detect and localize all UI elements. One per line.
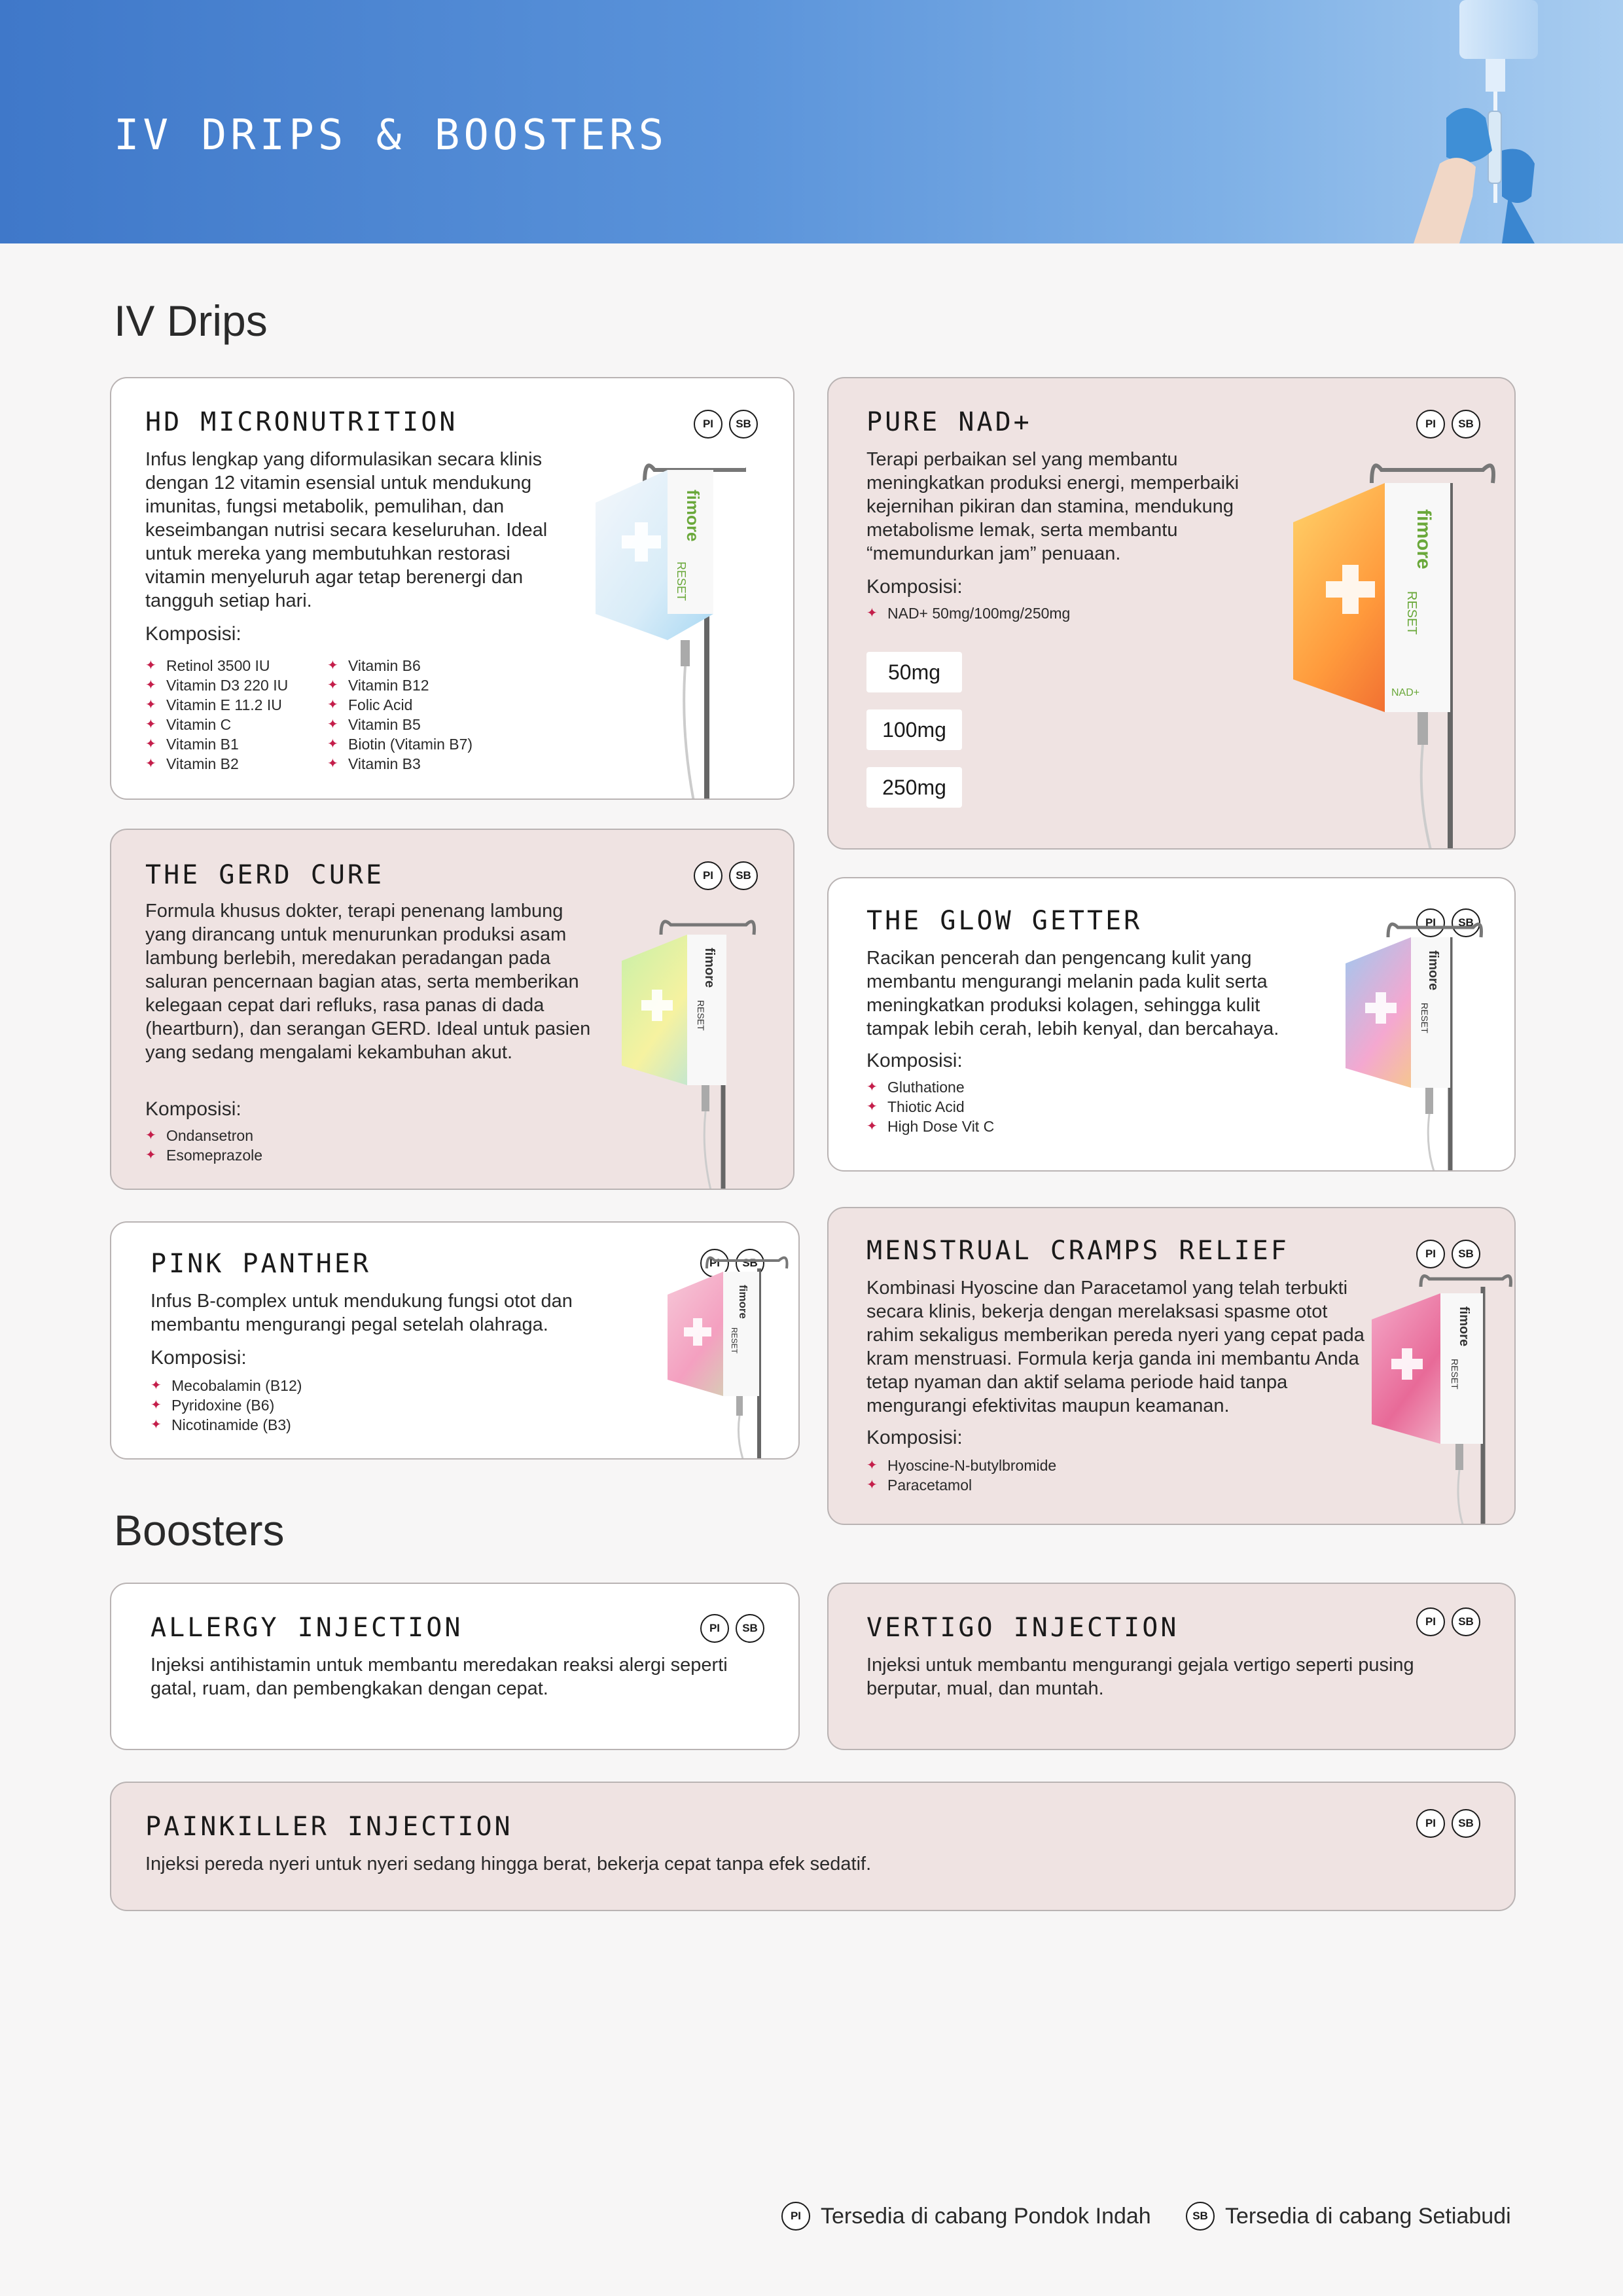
product-title: THE GLOW GETTER bbox=[866, 906, 1143, 936]
list-item: ✦ Thiotic Acid bbox=[866, 1097, 994, 1117]
sb-badge-icon: SB bbox=[1452, 908, 1480, 937]
ingredient-list bbox=[866, 1077, 994, 1136]
composition-label: Komposisi: bbox=[145, 1098, 241, 1120]
product-card-gerd-cure[interactable] bbox=[110, 829, 794, 1190]
product-title: PINK PANTHER bbox=[151, 1249, 371, 1279]
product-card-allergy-injection[interactable] bbox=[110, 1583, 800, 1750]
list-item: ✦ Vitamin B1 bbox=[145, 734, 288, 754]
iv-drip-bag-image bbox=[1287, 444, 1496, 850]
product-description: Infus B-complex untuk mendukung fungsi otot dan membantu mengurangi pegal setelah olahraga. bbox=[151, 1291, 573, 1335]
list-item: ✦ Ondansetron bbox=[145, 1126, 262, 1145]
product-description: Injeksi pereda nyeri untuk nyeri sedang hingga berat, bekerja cepat tanpa efek sedatif. bbox=[145, 1854, 872, 1874]
product-card-vertigo-injection[interactable] bbox=[827, 1583, 1516, 1750]
bag-sub-text: RESET bbox=[1419, 1003, 1430, 1033]
product-card-pink-panther[interactable] bbox=[110, 1221, 800, 1460]
list-item: ✦ Vitamin B6 bbox=[327, 656, 473, 675]
ingredient-list bbox=[866, 603, 1070, 623]
availability-badges bbox=[1416, 410, 1480, 439]
composition-label: Komposisi: bbox=[866, 1427, 963, 1448]
iv-drip-bag-image bbox=[582, 444, 746, 800]
list-item: ✦ Hyoscine-N-butylbromide bbox=[866, 1456, 1056, 1475]
bag-brand-text: fimore bbox=[1413, 509, 1435, 569]
composition-label: Komposisi: bbox=[866, 576, 963, 598]
legend-text: Tersedia di cabang Pondok Indah bbox=[821, 2203, 1151, 2229]
availability-badges bbox=[1416, 1607, 1480, 1636]
list-item: ✦ Paracetamol bbox=[866, 1475, 1056, 1495]
iv-bag-hand-photo bbox=[1368, 0, 1623, 243]
bag-brand-text: fimore bbox=[1426, 950, 1440, 991]
list-item: ✦ Gluthatione bbox=[866, 1077, 994, 1097]
composition-label: Komposisi: bbox=[145, 623, 241, 645]
list-item: ✦ Nicotinamide (B3) bbox=[151, 1415, 302, 1435]
bag-brand-text: fimore bbox=[702, 948, 717, 988]
sb-badge-icon: SB bbox=[1452, 1809, 1480, 1838]
pi-badge-icon: PI bbox=[700, 1249, 729, 1278]
bag-brand-text: fimore bbox=[683, 490, 703, 542]
pi-badge-icon: PI bbox=[700, 1614, 729, 1643]
legend-text: Tersedia di cabang Setiabudi bbox=[1225, 2203, 1511, 2229]
availability-badges bbox=[694, 861, 758, 890]
product-card-menstrual-cramps-relief[interactable] bbox=[827, 1207, 1516, 1525]
list-item: ✦ Biotin (Vitamin B7) bbox=[327, 734, 473, 754]
ingredient-list-left bbox=[145, 656, 288, 774]
section-title-boosters: Boosters bbox=[114, 1506, 285, 1554]
product-description: Kombinasi Hyoscine dan Paracetamol yang telah terbukti secara klinis, bekerja dengan merelaksasi spasme otot rahim sekaligus memberikan pereda nyeri yang cepat pada kram menstruasi. Formula kerja ganda ini membantu Anda tetap nyaman dan aktif selama periode haid tanpa mengurangi efektivitas maupun keamanan. bbox=[866, 1278, 1364, 1416]
bag-brand-text: fimore bbox=[1457, 1306, 1471, 1347]
bag-brand-text: fimore bbox=[737, 1285, 749, 1319]
sb-badge-icon: SB bbox=[1452, 410, 1480, 439]
product-description: Terapi perbaikan sel yang membantu meningkatkan produksi energi, memperbaiki kejernihan pikiran dan stamina, mendukung metabolisme lemak, serta membantu “memundurkan jam” penuaan. bbox=[866, 449, 1240, 564]
sb-badge-icon: SB bbox=[736, 1249, 764, 1278]
pi-badge-icon: PI bbox=[781, 2202, 810, 2231]
pi-badge-icon: PI bbox=[1416, 1607, 1445, 1636]
list-item: ✦ NAD+ 50mg/100mg/250mg bbox=[866, 603, 1070, 623]
product-title: VERTIGO INJECTION bbox=[866, 1613, 1179, 1643]
ingredient-list-right bbox=[327, 656, 473, 774]
product-description: Injeksi untuk membantu mengurangi gejala vertigo seperti pusing berputar, mual, dan muntah. bbox=[866, 1655, 1414, 1699]
list-item: ✦ Vitamin E 11.2 IU bbox=[145, 695, 288, 715]
iv-drip-bag-image bbox=[661, 1249, 792, 1460]
dose-option-250mg[interactable]: 250mg bbox=[866, 767, 962, 808]
list-item: ✦ Mecobalamin (B12) bbox=[151, 1376, 302, 1395]
dose-option-50mg[interactable]: 50mg bbox=[866, 652, 962, 692]
list-item: ✦ Pyridoxine (B6) bbox=[151, 1395, 302, 1415]
list-item: ✦ Esomeprazole bbox=[145, 1145, 262, 1165]
bag-sub-text: RESET bbox=[675, 562, 688, 601]
product-description: Injeksi antihistamin untuk membantu meredakan reaksi alergi seperti gatal, ruam, dan pembengkakan dengan cepat. bbox=[151, 1655, 728, 1699]
product-description: Racikan pencerah dan pengencang kulit yang membantu mengurangi melanin pada kulit serta meningkatkan produksi kolagen, sehingga kulit tampak lebih cerah, lebih kenyal, dan bercahaya. bbox=[866, 948, 1279, 1039]
ingredient-list bbox=[145, 1126, 262, 1165]
dose-option-100mg[interactable]: 100mg bbox=[866, 709, 962, 750]
list-item: ✦ High Dose Vit C bbox=[866, 1117, 994, 1136]
availability-badges bbox=[1416, 1809, 1480, 1838]
pi-badge-icon: PI bbox=[694, 861, 722, 890]
legend-pondok-indah bbox=[781, 2202, 1151, 2231]
bag-label-text: NAD+ bbox=[1391, 687, 1420, 698]
sb-badge-icon: SB bbox=[1186, 2202, 1215, 2231]
iv-drip-bag-image bbox=[1339, 911, 1489, 1172]
product-description: Infus lengkap yang diformulasikan secara klinis dengan 12 vitamin esensial untuk mendukung imunitas, fungsi metabolik, pemulihan, dan keseimbangan nutrisi secara keseluruhan. Ideal untuk mereka yang membutuhkan restorasi vitamin menyeluruh agar tetap berenergi dan tangguh setiap hari. bbox=[145, 449, 548, 611]
availability-badges bbox=[1416, 1240, 1480, 1268]
sb-badge-icon: SB bbox=[736, 1614, 764, 1643]
product-title: PURE NAD+ bbox=[866, 407, 1032, 437]
product-title: THE GERD CURE bbox=[145, 860, 385, 890]
product-title: ALLERGY INJECTION bbox=[151, 1613, 463, 1643]
pi-badge-icon: PI bbox=[1416, 1240, 1445, 1268]
bag-sub-text: RESET bbox=[1450, 1359, 1460, 1390]
list-item: ✦ Vitamin B12 bbox=[327, 675, 473, 695]
list-item: ✦ Vitamin C bbox=[145, 715, 288, 734]
sb-badge-icon: SB bbox=[729, 861, 758, 890]
sb-badge-icon: SB bbox=[1452, 1607, 1480, 1636]
composition-label: Komposisi: bbox=[866, 1050, 963, 1071]
ingredient-list bbox=[151, 1376, 302, 1435]
bag-sub-text: RESET bbox=[1404, 591, 1419, 635]
product-title: PAINKILLER INJECTION bbox=[145, 1812, 513, 1842]
product-card-hd-micronutrition[interactable] bbox=[110, 377, 794, 800]
list-item: ✦ Retinol 3500 IU bbox=[145, 656, 288, 675]
availability-badges bbox=[700, 1614, 764, 1643]
bag-sub-text: RESET bbox=[730, 1327, 739, 1354]
sb-badge-icon: SB bbox=[1452, 1240, 1480, 1268]
composition-label: Komposisi: bbox=[151, 1347, 247, 1369]
product-description: Formula khusus dokter, terapi penenang lambung yang dirancang untuk menurunkan produksi asam lambung berlebih, meredakan peradangan pada saluran pencernaan bagian atas, serta memberikan kelegaan cepat dari refluks, rasa panas di dada (heartburn), dan serangan GERD. Ideal untuk pasien yang sedang mengalami kekambuhan akut. bbox=[145, 901, 591, 1063]
section-title-iv-drips: IV Drips bbox=[114, 296, 268, 345]
iv-drip-bag-image bbox=[1365, 1267, 1516, 1525]
product-card-pure-nad[interactable] bbox=[827, 377, 1516, 850]
pi-badge-icon: PI bbox=[1416, 410, 1445, 439]
ingredient-list bbox=[866, 1456, 1056, 1495]
sb-badge-icon: SB bbox=[729, 410, 758, 439]
product-card-glow-getter[interactable] bbox=[827, 877, 1516, 1172]
list-item: ✦ Vitamin D3 220 IU bbox=[145, 675, 288, 695]
page-title: IV DRIPS & BOOSTERS bbox=[114, 111, 668, 160]
bag-sub-text: RESET bbox=[696, 1000, 706, 1031]
pi-badge-icon: PI bbox=[1416, 908, 1445, 937]
list-item: ✦ Vitamin B5 bbox=[327, 715, 473, 734]
header-banner bbox=[0, 0, 1623, 243]
product-title: HD MICRONUTRITION bbox=[145, 407, 458, 437]
product-card-painkiller-injection[interactable] bbox=[110, 1782, 1516, 1911]
list-item: ✦ Vitamin B2 bbox=[145, 754, 288, 774]
product-title: MENSTRUAL CRAMPS RELIEF bbox=[866, 1236, 1289, 1266]
iv-drip-bag-image bbox=[615, 908, 759, 1190]
legend-setiabudi bbox=[1186, 2202, 1511, 2231]
pi-badge-icon: PI bbox=[694, 410, 722, 439]
availability-badges bbox=[694, 410, 758, 439]
list-item: ✦ Folic Acid bbox=[327, 695, 473, 715]
pi-badge-icon: PI bbox=[1416, 1809, 1445, 1838]
list-item: ✦ Vitamin B3 bbox=[327, 754, 473, 774]
